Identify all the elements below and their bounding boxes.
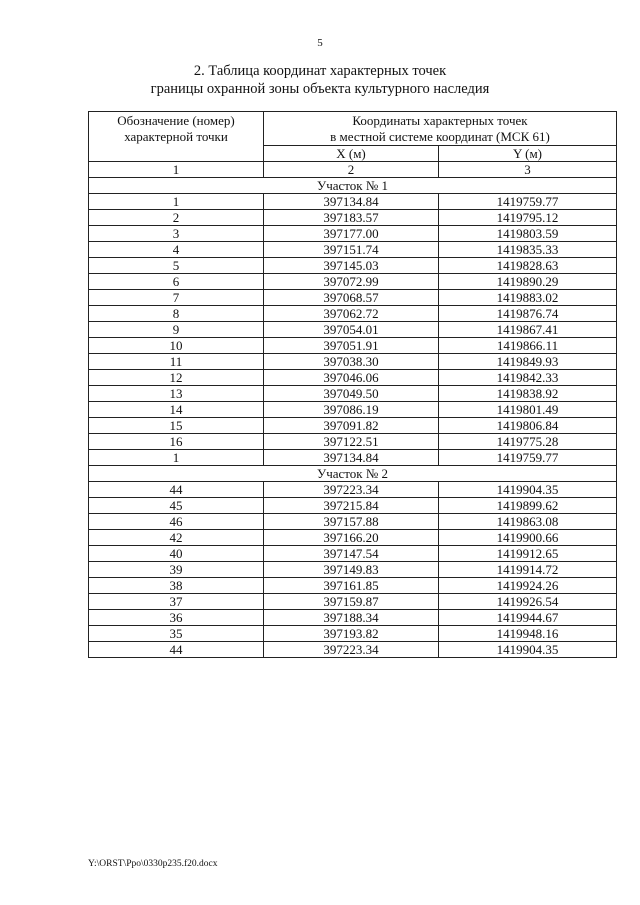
point-number-cell: 44 bbox=[89, 642, 264, 658]
table-row bbox=[89, 226, 617, 242]
x-coordinate-cell: 397051.91 bbox=[264, 338, 439, 354]
y-coordinate-cell: 1419926.54 bbox=[439, 594, 617, 610]
point-number-cell: 45 bbox=[89, 498, 264, 514]
x-coordinate-cell: 397086.19 bbox=[264, 402, 439, 418]
y-coordinate-cell: 1419948.16 bbox=[439, 626, 617, 642]
table-row bbox=[89, 642, 617, 658]
y-coordinate-cell: 1419867.41 bbox=[439, 322, 617, 338]
title-line-2: границы охранной зоны объекта культурного наследия bbox=[150, 81, 490, 97]
x-coordinate-cell: 397038.30 bbox=[264, 354, 439, 370]
table-header bbox=[89, 112, 617, 178]
table-row bbox=[89, 546, 617, 562]
point-number-cell: 3 bbox=[89, 226, 264, 242]
y-coordinate-cell: 1419806.84 bbox=[439, 418, 617, 434]
x-coordinate-cell: 397223.34 bbox=[264, 482, 439, 498]
table-row bbox=[89, 434, 617, 450]
point-number-cell: 2 bbox=[89, 210, 264, 226]
y-coordinate-cell: 1419876.74 bbox=[439, 306, 617, 322]
point-number-cell: 37 bbox=[89, 594, 264, 610]
point-number-cell: 36 bbox=[89, 610, 264, 626]
coordinates-table bbox=[88, 111, 617, 658]
x-coordinate-cell: 397223.34 bbox=[264, 642, 439, 658]
point-number-cell: 9 bbox=[89, 322, 264, 338]
table-row bbox=[89, 242, 617, 258]
table-row bbox=[89, 562, 617, 578]
x-coordinate-cell: 397049.50 bbox=[264, 386, 439, 402]
y-coordinate-cell: 1419883.02 bbox=[439, 290, 617, 306]
point-number-cell: 38 bbox=[89, 578, 264, 594]
x-coordinate-cell: 397072.99 bbox=[264, 274, 439, 290]
point-number-cell: 14 bbox=[89, 402, 264, 418]
point-number-cell: 44 bbox=[89, 482, 264, 498]
table-body bbox=[89, 178, 617, 658]
table-row bbox=[89, 626, 617, 642]
table-row bbox=[89, 338, 617, 354]
document-title bbox=[0, 62, 640, 98]
point-number-cell: 13 bbox=[89, 386, 264, 402]
x-coordinate-cell: 397147.54 bbox=[264, 546, 439, 562]
section-row bbox=[89, 178, 617, 194]
y-coordinate-cell: 1419842.33 bbox=[439, 370, 617, 386]
x-coordinate-cell: 397177.00 bbox=[264, 226, 439, 242]
y-coordinate-cell: 1419866.11 bbox=[439, 338, 617, 354]
x-coordinate-cell: 397134.84 bbox=[264, 450, 439, 466]
header-y: Y (м) bbox=[439, 146, 617, 162]
y-coordinate-cell: 1419759.77 bbox=[439, 194, 617, 210]
table-row bbox=[89, 450, 617, 466]
table-row bbox=[89, 386, 617, 402]
x-coordinate-cell: 397149.83 bbox=[264, 562, 439, 578]
x-coordinate-cell: 397068.57 bbox=[264, 290, 439, 306]
x-coordinate-cell: 397151.74 bbox=[264, 242, 439, 258]
table-row bbox=[89, 418, 617, 434]
table-row bbox=[89, 530, 617, 546]
table-row bbox=[89, 322, 617, 338]
title-line-1: 2. Таблица координат характерных точек bbox=[193, 63, 447, 79]
x-coordinate-cell: 397193.82 bbox=[264, 626, 439, 642]
y-coordinate-cell: 1419838.92 bbox=[439, 386, 617, 402]
table-row bbox=[89, 274, 617, 290]
point-number-cell: 1 bbox=[89, 194, 264, 210]
y-coordinate-cell: 1419900.66 bbox=[439, 530, 617, 546]
page-number: 5 bbox=[317, 37, 323, 49]
column-number-1: 1 bbox=[89, 162, 264, 178]
x-coordinate-cell: 397183.57 bbox=[264, 210, 439, 226]
x-coordinate-cell: 397062.72 bbox=[264, 306, 439, 322]
header-coordinates-line-2: в местной системе координат (МСК 61) bbox=[330, 129, 550, 144]
footer-file-path: Y:\ORST\Ppo\0330p235.f20.docx bbox=[88, 859, 218, 869]
table-row bbox=[89, 290, 617, 306]
table-row bbox=[89, 370, 617, 386]
header-point-designation bbox=[89, 112, 264, 162]
y-coordinate-cell: 1419795.12 bbox=[439, 210, 617, 226]
header-point-designation-line-2: характерной точки bbox=[124, 129, 228, 144]
table-row bbox=[89, 498, 617, 514]
table-row bbox=[89, 258, 617, 274]
y-coordinate-cell: 1419863.08 bbox=[439, 514, 617, 530]
column-number-3: 3 bbox=[439, 162, 617, 178]
point-number-cell: 40 bbox=[89, 546, 264, 562]
x-coordinate-cell: 397188.34 bbox=[264, 610, 439, 626]
table-row bbox=[89, 194, 617, 210]
point-number-cell: 15 bbox=[89, 418, 264, 434]
table-row bbox=[89, 306, 617, 322]
table-row bbox=[89, 210, 617, 226]
x-coordinate-cell: 397157.88 bbox=[264, 514, 439, 530]
y-coordinate-cell: 1419849.93 bbox=[439, 354, 617, 370]
y-coordinate-cell: 1419914.72 bbox=[439, 562, 617, 578]
point-number-cell: 12 bbox=[89, 370, 264, 386]
x-coordinate-cell: 397054.01 bbox=[264, 322, 439, 338]
point-number-cell: 5 bbox=[89, 258, 264, 274]
x-coordinate-cell: 397145.03 bbox=[264, 258, 439, 274]
header-x: X (м) bbox=[264, 146, 439, 162]
y-coordinate-cell: 1419801.49 bbox=[439, 402, 617, 418]
x-coordinate-cell: 397046.06 bbox=[264, 370, 439, 386]
table-row bbox=[89, 594, 617, 610]
table-row bbox=[89, 578, 617, 594]
header-coordinates-line-1: Координаты характерных точек bbox=[352, 113, 528, 128]
point-number-cell: 1 bbox=[89, 450, 264, 466]
y-coordinate-cell: 1419924.26 bbox=[439, 578, 617, 594]
table-row bbox=[89, 354, 617, 370]
table-row bbox=[89, 610, 617, 626]
point-number-cell: 4 bbox=[89, 242, 264, 258]
point-number-cell: 16 bbox=[89, 434, 264, 450]
x-coordinate-cell: 397215.84 bbox=[264, 498, 439, 514]
table-row bbox=[89, 482, 617, 498]
point-number-cell: 6 bbox=[89, 274, 264, 290]
point-number-cell: 11 bbox=[89, 354, 264, 370]
y-coordinate-cell: 1419899.62 bbox=[439, 498, 617, 514]
point-number-cell: 39 bbox=[89, 562, 264, 578]
y-coordinate-cell: 1419912.65 bbox=[439, 546, 617, 562]
point-number-cell: 10 bbox=[89, 338, 264, 354]
x-coordinate-cell: 397159.87 bbox=[264, 594, 439, 610]
section-title: Участок № 2 bbox=[89, 466, 617, 482]
column-number-2: 2 bbox=[264, 162, 439, 178]
x-coordinate-cell: 397166.20 bbox=[264, 530, 439, 546]
y-coordinate-cell: 1419828.63 bbox=[439, 258, 617, 274]
header-point-designation-line-1: Обозначение (номер) bbox=[117, 113, 235, 128]
y-coordinate-cell: 1419944.67 bbox=[439, 610, 617, 626]
point-number-cell: 7 bbox=[89, 290, 264, 306]
section-row bbox=[89, 466, 617, 482]
point-number-cell: 46 bbox=[89, 514, 264, 530]
y-coordinate-cell: 1419904.35 bbox=[439, 482, 617, 498]
x-coordinate-cell: 397161.85 bbox=[264, 578, 439, 594]
x-coordinate-cell: 397134.84 bbox=[264, 194, 439, 210]
table-row bbox=[89, 514, 617, 530]
section-title: Участок № 1 bbox=[89, 178, 617, 194]
point-number-cell: 8 bbox=[89, 306, 264, 322]
y-coordinate-cell: 1419759.77 bbox=[439, 450, 617, 466]
x-coordinate-cell: 397122.51 bbox=[264, 434, 439, 450]
header-coordinates bbox=[264, 112, 617, 146]
y-coordinate-cell: 1419904.35 bbox=[439, 642, 617, 658]
x-coordinate-cell: 397091.82 bbox=[264, 418, 439, 434]
y-coordinate-cell: 1419835.33 bbox=[439, 242, 617, 258]
y-coordinate-cell: 1419803.59 bbox=[439, 226, 617, 242]
point-number-cell: 42 bbox=[89, 530, 264, 546]
table-row bbox=[89, 402, 617, 418]
y-coordinate-cell: 1419775.28 bbox=[439, 434, 617, 450]
point-number-cell: 35 bbox=[89, 626, 264, 642]
y-coordinate-cell: 1419890.29 bbox=[439, 274, 617, 290]
